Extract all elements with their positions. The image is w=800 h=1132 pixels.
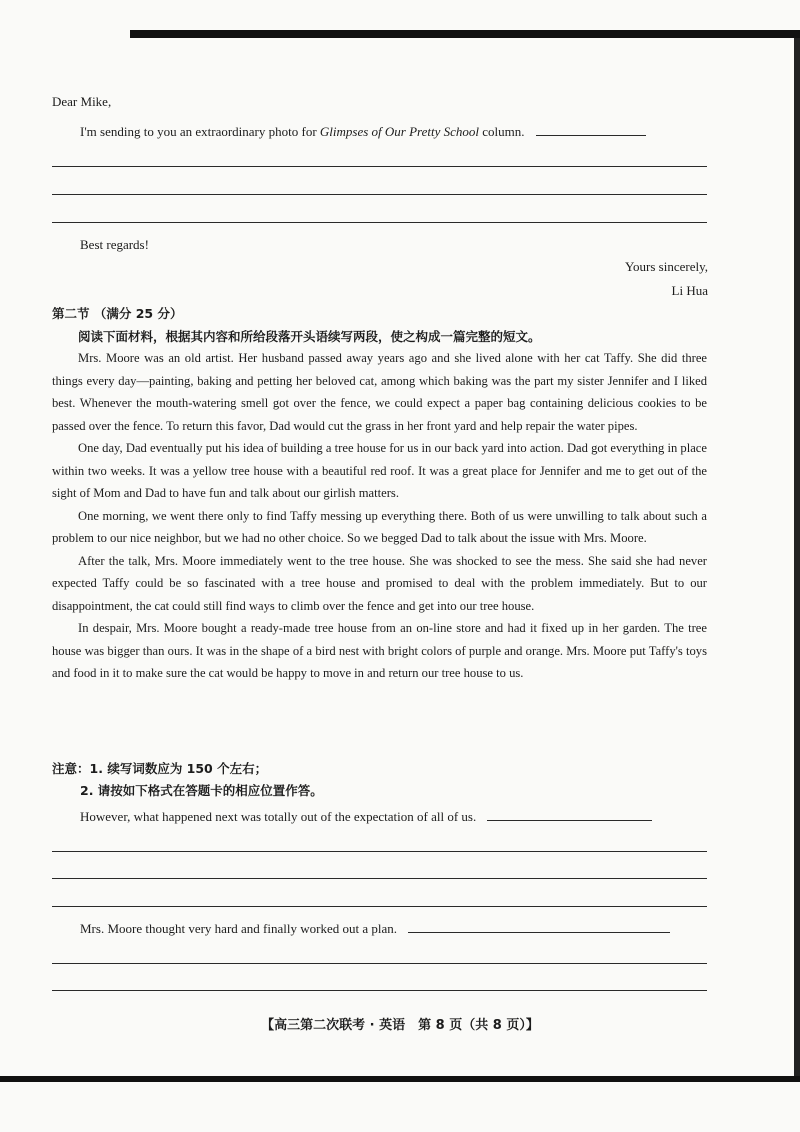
first-line-suffix: column. bbox=[479, 124, 525, 139]
prompt-1-line bbox=[80, 808, 710, 826]
notes-label: 注意： bbox=[52, 761, 90, 776]
scan-border-top bbox=[130, 30, 800, 38]
answer-line-8[interactable] bbox=[52, 990, 707, 991]
scan-border-right bbox=[794, 38, 800, 1078]
answer-line-5[interactable] bbox=[52, 878, 707, 879]
letter-first-line bbox=[80, 123, 710, 141]
section-instruction: 阅读下面材料，根据其内容和所给段落开头语续写两段，使之构成一篇完整的短文。 bbox=[78, 329, 541, 344]
answer-line-4[interactable] bbox=[52, 851, 707, 852]
letter-greeting: Dear Mike, bbox=[52, 94, 112, 109]
prompt-2: Mrs. Moore thought very hard and finally worked out a plan. bbox=[80, 921, 397, 936]
page-footer: 【高三第二次联考 · 英语 第 8 页（共 8 页）】 bbox=[261, 1018, 539, 1033]
story-text bbox=[52, 347, 707, 685]
prompt-2-line bbox=[80, 920, 710, 938]
answer-line-6[interactable] bbox=[52, 906, 707, 907]
section-heading: 第二节 （满分 25 分） bbox=[52, 306, 183, 321]
notes bbox=[52, 760, 267, 778]
answer-blank-inline-2[interactable] bbox=[487, 808, 652, 821]
first-line-prefix: I'm sending to you an extraordinary photo for bbox=[80, 124, 320, 139]
notes-item-1: 1. 续写词数应为 150 个左右； bbox=[89, 761, 268, 776]
story-paragraph: In despair, Mrs. Moore bought a ready-made tree house from an on-line store and had it fixed up in her garden. The tree house was bigger than ours. It was in the shape of a bird nest with bright colors of purple and orange. Mrs. Moore put Taffy's toys and food in it to make sure the cat would be happy to move in and return our tree house to us. bbox=[52, 621, 707, 680]
answer-line-7[interactable] bbox=[52, 963, 707, 964]
answer-blank-inline-3[interactable] bbox=[408, 920, 670, 933]
notes-item-2: 2. 请按如下格式在答题卡的相应位置作答。 bbox=[80, 783, 323, 798]
answer-line-1[interactable] bbox=[52, 166, 707, 167]
letter-closing: Best regards! bbox=[80, 237, 149, 252]
letter-signature: Li Hua bbox=[671, 283, 708, 298]
story-paragraph: Mrs. Moore was an old artist. Her husband passed away years ago and she lived alone with her cat Taffy. She did three things every day—painting, baking and petting her beloved cat, among which baking was the part my sister Jennifer and I liked best. Whenever the mouth-watering smell got over the fence, we could expect a paper bag containing delicious cookies to be passed over the fence. To return this favor, Dad would cut the grass in her front yard and help repair the water pipes. bbox=[52, 351, 707, 433]
answer-blank-inline-1[interactable] bbox=[536, 123, 646, 136]
scan-border-bottom bbox=[0, 1076, 800, 1082]
story-paragraph: After the talk, Mrs. Moore immediately went to the tree house. She was shocked to see the mess. She said she had never expected Taffy could be so fascinated with a tree house and promised to deal with the problem immediately. But to our disappointment, the cat could still find ways to climb over the fence and get into our tree house. bbox=[52, 553, 707, 613]
prompt-1: However, what happened next was totally out of the expectation of all of us. bbox=[80, 809, 477, 824]
story-paragraph: One day, Dad eventually put his idea of building a tree house for us in our back yard into action. Dad got everything in place within two weeks. It was a yellow tree house with a beautiful red roof. It was a great place for Jennifer and me to get out of the sight of Mom and Dad to have fun and talk about our girlish matters. bbox=[52, 441, 707, 500]
letter-signoff: Yours sincerely, bbox=[624, 259, 708, 274]
column-title: Glimpses of Our Pretty School bbox=[319, 124, 480, 139]
answer-line-3[interactable] bbox=[52, 222, 707, 223]
answer-line-2[interactable] bbox=[52, 194, 707, 195]
story-paragraph: One morning, we went there only to find Taffy messing up everything there. Both of us were unwilling to talk about such a problem to our nice neighbor, but we had no other choice. So we begged Dad to talk about the issue with Mrs. Moore. bbox=[52, 508, 707, 545]
